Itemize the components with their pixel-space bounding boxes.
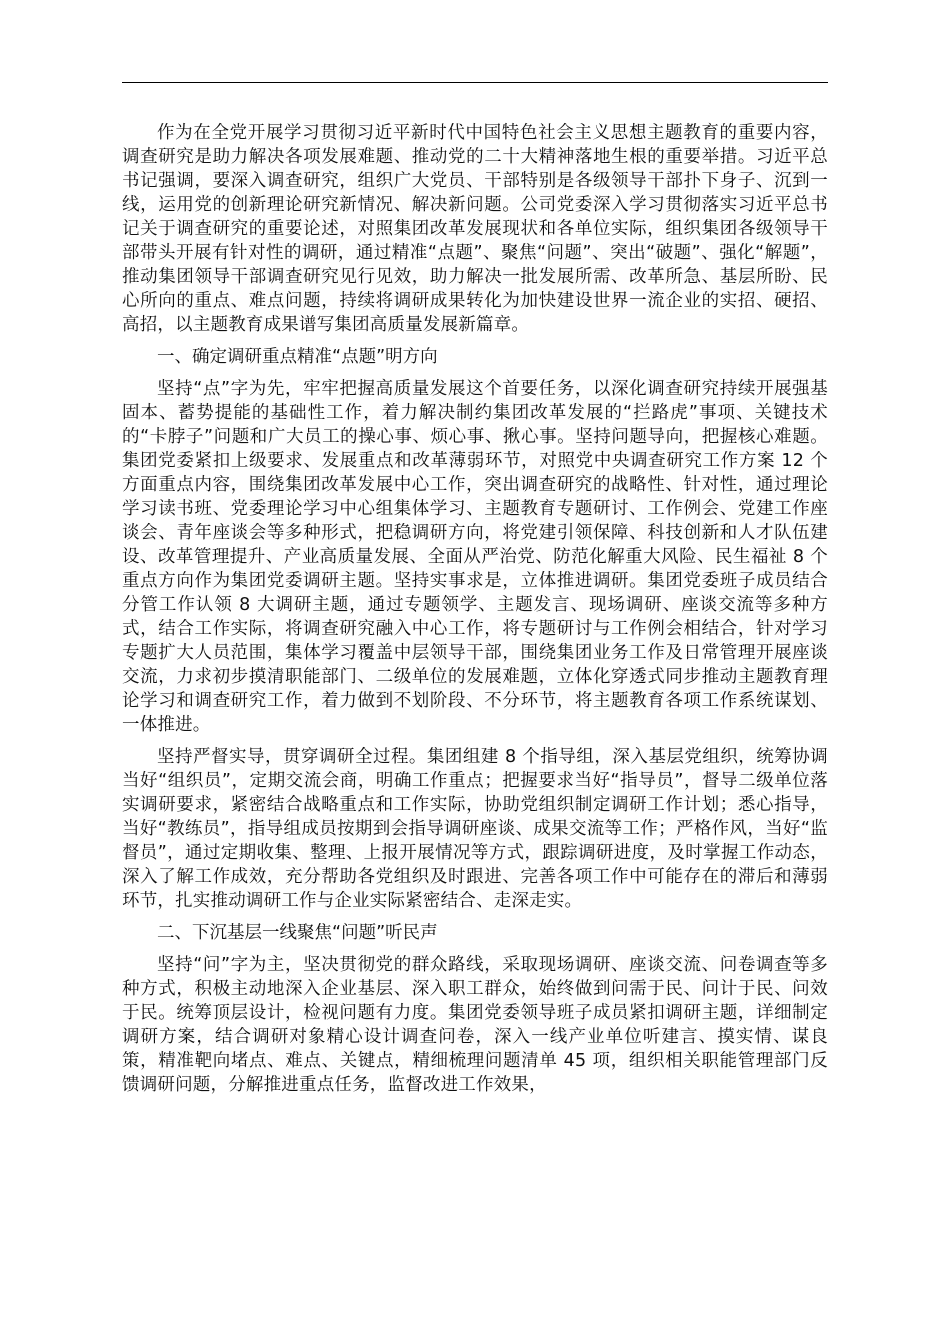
header-rule [122,82,828,83]
section-heading-2: 二、下沉基层一线聚焦“问题”听民声 [157,923,438,943]
section-heading-1: 一、确定调研重点精准“点题”明方向 [157,347,438,367]
section-1-paragraph-1: 坚持“点”字为先，牢牢把握高质量发展这个首要任务，以深化调查研究持续开展强基固本、蓄势提能的基础性工作，着力解决制约集团改革发展的“拦路虎”事项、关键技术的“卡脖子”问题和广大员工的操心事、烦心事、揪心事。坚持问题导向，把握核心难题。集团党委紧扣上级要求、发展重点和改革薄弱环节，对照党中央调查研究工作方案 12 个方面重点内容，围绕集团改革发展中心工作，突出调查研究的战略性、针对性，通过理论学习读书班、党委理论学习中心组集体学习、主题教育专题研讨、工作例会、党建工作座谈会、青年座谈会等多种形式，把稳调研方向，将党建引领保障、科技创新和人才队伍建设、改革管理提升、产业高质量发展、全面从严治党、防范化解重大风险、民生福祉 8 个重点方向作为集团党委调研主题。坚持实事求是，立体推进调研。集团党委班子成员结合分管工作认领 8 大调研主题，通过专题领学、主题发言、现场调研、座谈交流等多种方式，结合工作实际，将调查研究融入中心工作，将专题研讨与工作例会相结合，针对学习专题扩大人员范围，集体学习覆盖中层领导干部，围绕集团业务工作及日常管理开展座谈交流，力求初步摸清职能部门、二级单位的发展难题，立体化穿透式同步推动主题教育理论学习和调查研究工作，着力做到不划阶段、不分环节，将主题教育各项工作系统谋划、一体推进。 [122,379,828,735]
section-1-paragraph-2: 坚持严督实导，贯穿调研全过程。集团组建 8 个指导组，深入基层党组织，统筹协调当好“组织员”，定期交流会商，明确工作重点；把握要求当好“指导员”，督导二级单位落实调研要求，紧密结合战略重点和工作实际，协助党组织制定调研工作计划；悉心指导，当好“教练员”，指导组成员按期到会指导调研座谈、成果交流等工作；严格作风，当好“监督员”，通过定期收集、整理、上报开展情况等方式，跟踪调研进度，及时掌握工作动态，深入了解工作成效，充分帮助各党组织及时跟进、完善各项工作中可能存在的滞后和薄弱环节，扎实推动调研工作与企业实际紧密结合、走深走实。 [122,747,828,911]
document-body [122,121,828,1105]
intro-paragraph: 作为在全党开展学习贯彻习近平新时代中国特色社会主义思想主题教育的重要内容，调查研究是助力解决各项发展难题、推动党的二十大精神落地生根的重要举措。习近平总书记强调，要深入调查研究，组织广大党员、干部特别是各级领导干部扑下身子、沉到一线，运用党的创新理论研究新情况、解决新问题。公司党委深入学习贯彻落实习近平总书记关于调查研究的重要论述，对照集团改革发展现状和各单位实际，组织集团各级领导干部带头开展有针对性的调研，通过精准“点题”、聚焦“问题”、突出“破题”、强化“解题”，推动集团领导干部调查研究见行见效，助力解决一批发展所需、改革所急、基层所盼、民心所向的重点、难点问题，持续将调研成果转化为加快建设世界一流企业的实招、硬招、高招，以主题教育成果谱写集团高质量发展新篇章。 [122,123,828,335]
section-2-paragraph-1: 坚持“问”字为主，坚决贯彻党的群众路线，采取现场调研、座谈交流、问卷调查等多种方式，积极主动地深入企业基层、深入职工群众，始终做到问需于民、问计于民、问效于民。统筹顶层设计，检视问题有力度。集团党委领导班子成员紧扣调研主题，详细制定调研方案，结合调研对象精心设计调查问卷，深入一线产业单位听建言、摸实情、谋良策，精准靶向堵点、难点、关键点，精细梳理问题清单 45 项，组织相关职能管理部门反馈调研问题，分解推进重点任务，监督改进工作效果， [122,955,828,1095]
